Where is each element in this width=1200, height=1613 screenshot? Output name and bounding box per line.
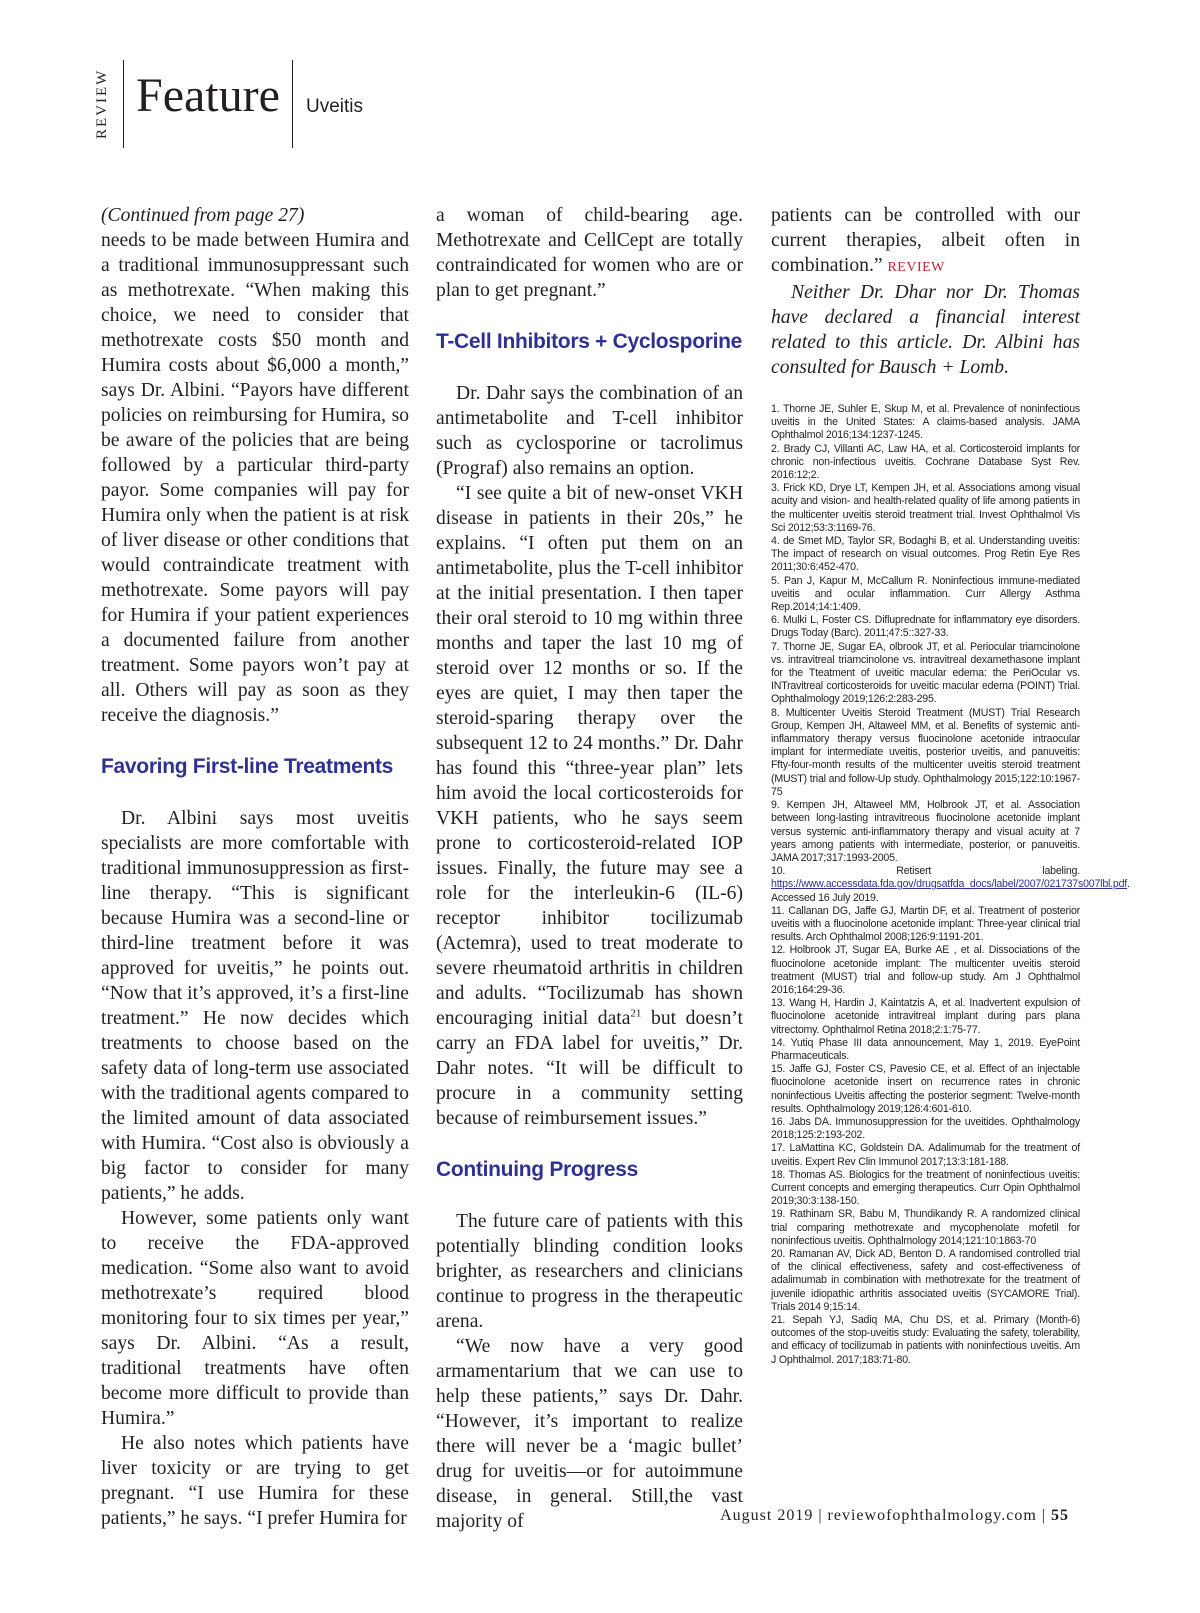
- header-divider: [292, 60, 293, 148]
- reference-item: 11. Callanan DG, Jaffe GJ, Martin DF, et al. Treatment of posterior uveitis with a fluocinolone acetonide implant: Three-year clinical trial results. Arch Ophthalmol 2008;126:9:1191-201.: [771, 904, 1080, 944]
- paragraph: needs to be made between Humira and a traditional immunosuppressant such as methotrexate. “When making this choice, we need to consider that methotrexate costs $50 month and Humira costs about $6,000 a month,” says Dr. Albini. “Payors have different policies on reimbursing for Humira, so be aware of the policies that are being followed by a particular third-party payor. Some companies will pay for Humira only when the patient is at risk of liver disease or other conditions that would contraindicate treatment with methotrexate. Some payors will pay for Humira if your patient experiences a documented failure from another treatment. Some payors won’t pay at all. Others will pay as soon as they receive the diagnosis.”: [101, 230, 409, 726]
- footer-separator: |: [1041, 1507, 1046, 1524]
- feature-title: Feature: [136, 69, 280, 122]
- reference-item: 20. Ramanan AV, Dick AD, Benton D. A randomised controlled trial of the clinical effectiveness, safety and cost-effectiveness of adalimumab in combination with methotrexate for the treatment of juvenile idiopathic arthritis associated uveitis (SYCAMORE Trial). Trials 2014 9;15:14.: [771, 1248, 1080, 1313]
- paragraph: [771, 203, 1080, 280]
- paragraph: The future care of patients with this potentially blinding condition looks brighter, as researchers and clinicians continue to progress in the therapeutic arena.: [436, 1211, 743, 1332]
- reference-text: 10. Retisert labeling.: [771, 865, 1080, 878]
- reference-item: 5. Pan J, Kapur M, McCallum R. Noninfectious immune-mediated uveitis and ocular inflammation. Curr Allergy Asthma Rep.2014;14:1:409.: [771, 574, 1080, 614]
- disclosure-note: Neither Dr. Dhar nor Dr. Thomas have declared a financial interest related to this article. Dr. Albini has consulted for Bausch + Lomb.: [771, 282, 1080, 378]
- paragraph: However, some patients only want to receive the FDA-approved medication. “Some also want to avoid methotrexate’s required blood monitoring four to six times per year,” says Dr. Albini. “As a result, traditional treatments have often become more difficult to provide than Humira.”: [101, 1208, 409, 1429]
- section-heading: Continuing Progress: [436, 1158, 638, 1181]
- section-heading: Favoring First-line Treatments: [101, 755, 394, 778]
- paragraph: [436, 481, 743, 1131]
- reference-item: 18. Thomas AS. Biologics for the treatment of noninfectious uveitis: Current concepts and emerging therapeutics. Curr Opin Ophthalmol 2019;30:3:138-150.: [771, 1168, 1080, 1208]
- reference-item: 13. Wang H, Hardin J, Kaintatzis A, et al. Inadvertent expulsion of fluocinolone acetonide intravitreal implant during pars plana vitrectomy. Ophthalmol Retina 2018;2:1:75-77.: [771, 997, 1080, 1036]
- column-1: [101, 203, 409, 1531]
- paragraph: Dr. Albini says most uveitis specialists are more comfortable with traditional immunosuppression as first-line therapy. “This is significant because Humira was a second-line or third-line treatment before it was approved for uveitis,” he points out. “Now that it’s approved, it’s a first-line treatment.” He now decides which treatments to choose based on the safety data of long-term use associated with the traditional agents compared to the limited amount of data associated with Humira. “Cost also is obviously a big factor to consider for many patients,” he adds.: [101, 808, 409, 1204]
- footer-separator: |: [818, 1507, 823, 1524]
- reference-item: 6. Mulki L, Foster CS. Difluprednate for inflammatory eye disorders. Drugs Today (Barc). 2011;47:5::327-33.: [771, 614, 1080, 640]
- reference-item: 1. Thorne JE, Suhler E, Skup M, et al. Prevalence of noninfectious uveitis in the United States: A claims-based analysis. JAMA Ophthalmol 2016;134:1237-1245.: [771, 403, 1080, 442]
- column-2: [436, 203, 743, 1534]
- reference-item: 17. LaMattina KC, Goldstein DA. Adalimumab for the treatment of uveitis. Expert Rev Clin Immunol 2017;13:3:181-188.: [771, 1142, 1080, 1168]
- citation-superscript: 21: [630, 1007, 642, 1020]
- reference-item: 21. Sepah YJ, Sadiq MA, Chu DS, et al. Primary (Month-6) outcomes of the stop-uveitis study: Evaluating the safety, tolerability, and efficacy of tocilizumab in patients with noninfectious uveitis. Am J Ophthalmol. 2017;183:71-80.: [771, 1314, 1080, 1366]
- end-mark-review: REVIEW: [887, 260, 945, 275]
- page-footer: [720, 1507, 1069, 1525]
- reference-item: 8. Multicenter Uveitis Steroid Treatment (MUST) Trial Research Group, Kempen JH, Altaweel MM, et al. Benefits of systemic anti-inflammatory therapy versus fluocinolone acetonide intraocular implant for intermediate uveitis, posterior uveitis, and panuveitis: Ffty-four-month results of the multicenter uveitis steroid treatment (MUST) trial and follow-Up study. Ophthalmology 2015;122:10:1967-75: [771, 706, 1080, 798]
- paragraph-text: “I see quite a bit of new-onset VKH disease in patients in their 20s,” he explains. “I often put them on an antimetabolite, plus the T-cell inhibitor at the initial presentation. I then taper their oral steroid to 10 mg within three months and taper the last 10 mg of steroid over 12 months or so. If the eyes are quiet, I may then taper the steroid-sparing therapy over the subsequent 12 to 24 months.” Dr. Dahr has found this “three-year plan” lets him avoid the local corticosteroids for VKH patients, who he says seem prone to corticosteroid-related IOP issues. Finally, the future may see a role for the interleukin-6 (IL-6) receptor inhibitor tocilizumab (Actemra), used to treat moderate to severe rheumatoid arthritis in children and adults. “Tocilizumab has shown encouraging initial data: [436, 483, 743, 1029]
- page-number: 55: [1051, 1507, 1069, 1524]
- section-heading: T-Cell Inhibitors + Cyclosporine: [436, 330, 743, 353]
- retisert-label-link[interactable]: https://www.accessdata.fda.gov/drugsatfda_docs/label/2007/021737s007lbl.pdf: [771, 878, 1128, 891]
- review-vertical-label: REVIEW: [94, 68, 110, 140]
- paragraph: Dr. Dahr says the combination of an antimetabolite and T-cell inhibitor such as cyclosporine or tacrolimus (Prograf) also remains an option.: [436, 383, 743, 479]
- references-list: [771, 403, 1130, 1367]
- reference-item: 4. de Smet MD, Taylor SR, Bodaghi B, et al. Understanding uveitis: The impact of research on visual outcomes. Prog Retin Eye Res 2011;30:6:452-470.: [771, 535, 1080, 574]
- reference-item: 16. Jabs DA. Immunosuppression for the uveitides. Ophthalmology 2018;125:2:193-202.: [771, 1115, 1080, 1142]
- reference-item: [771, 865, 1130, 905]
- reference-item: 9. Kempen JH, Altaweel MM, Holbrook JT, et al. Association between long-lasting intravitreous fluocinolone acetonide implant versus systemic anti-inflammatory therapy and visual acuity at 7 years among patients with intermediate, posterior, or panuveitis. JAMA 2017;317:1993-2005.: [771, 799, 1080, 864]
- reference-text: . Accessed 16 July 2019.: [771, 878, 1130, 904]
- column-3: [771, 203, 1130, 1367]
- reference-item: 19. Rathinam SR, Babu M, Thundikandy R. A randomized clinical trial comparing methotrexate and mycophenolate mofetil for noninfectious uveitis. Ophthalmology 2014;121:10:1863-70: [771, 1208, 1080, 1247]
- paragraph-text: but doesn’t carry an FDA label for uveitis,” Dr. Dahr notes. “It will be difficult to procure in a community setting because of reimbursement issues.”: [436, 1008, 743, 1129]
- header-divider: [123, 60, 124, 148]
- paragraph: He also notes which patients have liver toxicity or are trying to get pregnant. “I use Humira for these patients,” he says. “I prefer Humira for: [101, 1433, 409, 1529]
- reference-item: 15. Jaffe GJ, Foster CS, Pavesio CE, et al. Effect of an injectable fluocinolone acetonide insert on recurrence rates in chronic noninfectious Uveitis affecting the posterior segment: Twelve-month results. Ophthalmology 2019;126:4:601-610.: [771, 1063, 1080, 1115]
- reference-item: 2. Brady CJ, Villanti AC, Law HA, et al. Corticosteroid implants for chronic non-infectious uveitis. Cochrane Database Syst Rev. 2016:12;2.: [771, 442, 1080, 482]
- website: reviewofophthalmology.com: [827, 1507, 1037, 1524]
- continued-note: (Continued from page 27): [101, 205, 305, 226]
- paragraph: a woman of child-bearing age. Methotrexate and CellCept are totally contraindicated for women who are or plan to get pregnant.”: [436, 205, 743, 301]
- paragraph-text: patients can be controlled with our current therapies, albeit often in combination.”: [771, 205, 1080, 276]
- reference-item: 3. Frick KD, Drye LT, Kempen JH, et al. Associations among visual acuity and vision- and health-related quality of life among patients in the multicenter uveitis steroid treatment trial. Invest Ophthalmol Vis Sci 2012;53:3:1169-76.: [771, 482, 1080, 534]
- paragraph: “We now have a very good armamentarium that we can use to help these patients,” says Dr. Dahr. “However, it’s important to realize there will never be a ‘magic bullet’ drug for uveitis—or for autoimmune disease, in general. Still,the vast majority of: [436, 1336, 743, 1532]
- reference-item: 12. Holbrook JT, Sugar EA, Burke AE , et al. Dissociations of the fluocinolone acetonide implant: The multicenter uveitis steroid treatment (MUST) trial and follow-up study. Am J Ophthalmol 2016;164:29-36.: [771, 944, 1080, 996]
- issue-date: August 2019: [720, 1507, 814, 1524]
- section-label: Uveitis: [306, 96, 364, 117]
- reference-item: 14. Yutiq Phase III data announcement, May 1, 2019. EyePoint Pharmaceuticals.: [771, 1036, 1080, 1062]
- reference-item: 7. Thorne JE, Sugar EA, olbrook JT, et al. Periocular triamcinolone vs. intravitreal triamcinolone vs. intravitreal dexamethasone implant for the Tteatment of uveitic macular edema: the PeriOcular vs. INTravitreal corticosteroids for uveitic macular edema (POINT) Trial. Ophthalmology 2019;126:2:283-295.: [771, 640, 1080, 706]
